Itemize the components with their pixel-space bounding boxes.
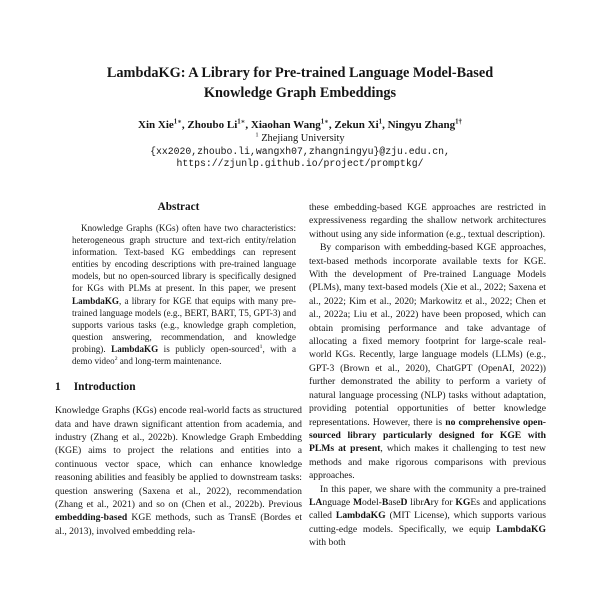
intro-paragraph-3: In this paper, we share with the community a pre-trained LAnguage Model-BaseD librAry for KGEs and applications called LambdaKG (MIT License), which supports various cutting-edge models. Specifically, we equip LambdaKG with both: [309, 483, 546, 549]
section-number: 1: [55, 381, 61, 394]
section-1-heading: [55, 380, 302, 394]
intro-paragraph-2: By comparison with embedding-based KGE approaches, text-based methods incorporate available texts for KGE. With the development of Pre-trained Language Models (PLMs), many text-based models (Xie et al., 2022; Saxena et al., 2022; Kim et al., 2020; Markowitz et al., 2022; Chen et al., 2022a; Liu et al., 2022) have been proposed, which can obtain promising performance and take advantage of allocating a fixed memory footprint for large-scale real-world KGs. Recently, large language models (LLMs) (e.g., GPT-3 (Brown et al., 2020), ChatGPT (OpenAI, 2022)) further demonstrated the ability to perform a variety of natural language processing (NLP) tasks without adaptation, providing potential opportunities of better knowledge representations. However, there is no comprehensive open-sourced library particularly designed for KGE with PLMs at present, which makes it challenging to test new methods and make rigorous comparisons with previous approaches.: [309, 242, 547, 482]
authors-line: Xin Xie$^{1∗}$, Zhoubo $Li^{1∗}$, Xiaohan Wang$^{1∗}$, Zekun Xi$^1$, Ningyu Zhang$^{1\dagger}$: [138, 118, 462, 131]
paper-title-line-1: LambdaKG: A Library for Pre-trained Language Model-Based: [106, 65, 494, 81]
paper-title: [0, 63, 600, 103]
paper-title-line-2: Knowledge Graph Embeddings: [203, 85, 397, 101]
affiliation-line: $^1$ Zhejiang University: [255, 131, 345, 144]
abstract-heading: Abstract: [157, 201, 200, 213]
author-emails: {xx2020,zhoubo.li,wangxh07,zhangningyu}@zju.edu.cn,: [150, 146, 450, 157]
intro-paragraph-left: Knowledge Graphs (KGs) encode real-world facts as structured data and have drawn significant attention from academia, and industry (Zhang et al., 2022b). Knowledge Graph Embedding (KGE) aims to project the relations and entities into a continuous vector space, which can enhance knowledge reasoning abilities and feasibly be applied to downstream tasks: question answering (Saxena et al., 2022), recommendation (Zhang et al., 2021) and so on (Chen et al., 2022b). Previous embedding-based KGE methods, such as TransE (Bordes et al., 2013), involved embedding rela-: [55, 405, 302, 537]
project-url-link[interactable]: https://zjunlp.github.io/project/promptkg/: [176, 158, 424, 169]
left-column: [55, 201, 302, 538]
intro-paragraph-continuation: these embedding-based KGE approaches are restricted in expressiveness regarding the shallow network architectures without using any side information (e.g., textual description).: [309, 202, 546, 240]
right-column: [309, 201, 546, 550]
section-title: Introduction: [73, 381, 136, 394]
abstract-text: Knowledge Graphs (KGs) often have two characteristics: heterogeneous graph structure and text-rich entity/relation information. Text-based KG embeddings can represent entities by encoding descriptions with pre-trained language models, but no open-sourced library is specifically designed for KGs with PLMs at present. In this paper, we present LambdaKG, a library for KGE that equips with many pre-trained language models (e.g., BERT, BART, T5, GPT-3) and supports various tasks (e.g., knowledge graph completion, question answering, recommendation, and knowledge probing). LambdaKG is publicly open-sourced$^1$, with a demo video$^2$ and long-term maintenance.: [72, 223, 296, 367]
